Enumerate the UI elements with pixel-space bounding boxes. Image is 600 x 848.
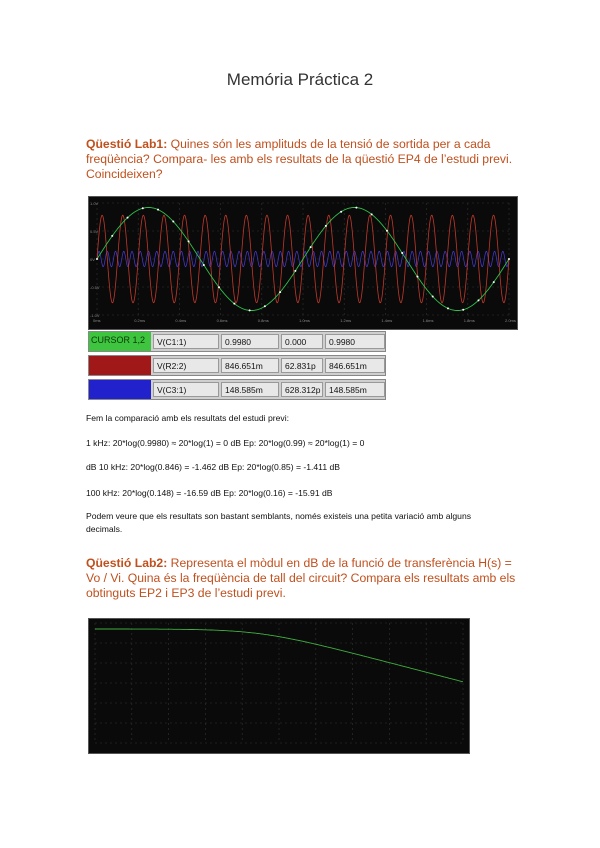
trace-marker [355,207,357,209]
x-tick-label: 0.2ms [134,318,146,323]
transient-plot [88,196,518,330]
trace-marker [508,258,510,260]
cursor-value-1: 148.585m [221,382,279,397]
x-tick-label: 1.4ms [381,318,393,323]
x-tick-label: 0ms [93,318,101,323]
trace-marker [249,309,251,311]
question-lab1-text: Quines són les amplituds de la tensió de sortida per a cada freqüència? Compara- les amb els resultats de la qüestió EP4 de l’estudi previ. Coincideixen? [86,137,513,181]
cursor-value-2: 62.831p [281,358,323,373]
trace-marker [340,211,342,213]
trace-marker [294,270,296,272]
y-tick-label: 0V [90,257,95,262]
cursor-row-1 [88,331,386,352]
cursor-row-3 [88,379,386,400]
x-tick-label: 1.0ms [299,318,310,323]
cursor-signal: V(C3:1) [153,382,219,397]
trace-marker [447,307,449,309]
trace-marker [203,264,205,266]
question-lab2-label: Qüestió Lab2: [86,556,168,570]
trace-marker [371,213,373,215]
trace-marker [325,225,327,227]
trace-marker [218,286,220,288]
question-lab2 [86,556,526,601]
trace-marker [111,235,113,237]
bode-plot-svg [89,619,469,753]
trace-marker [386,230,388,232]
page-title: Memória Práctica 2 [226,70,374,89]
bode-plot [88,618,470,754]
question-lab2-text: Representa el mòdul en dB de la funció de transferència H(s) = Vo / Vi. Quina és la freqüència de tall del circuit? Compara els resultats amb els obtinguts EP2 i EP3 de l’estudi previ. [86,556,516,600]
cursor-swatch-blue [89,380,151,399]
cursor-row-2 [88,355,386,376]
x-tick-label: 1.6ms [422,318,434,323]
trace-marker [142,207,144,209]
cursor-value-3: 0.9980 [325,334,385,349]
cursor-value-1: 846.651m [221,358,279,373]
cursor-table [88,331,386,403]
question-lab1-label: Qüestió Lab1: [86,137,168,151]
trace-marker [477,299,479,301]
question-lab1 [86,137,526,182]
trace-marker [462,309,464,311]
trace-marker [279,291,281,293]
cursor-value-1: 0.9980 [221,334,279,349]
comparison-line-10khz: dB 10 kHz: 20*log(0.846) = -1.462 dB Ep: 20*log(0.85) = -1.411 dB [86,462,340,472]
trace-marker [96,258,98,260]
cursor-value-3: 148.585m [325,382,385,397]
x-tick-label: 0.4ms [175,318,187,323]
cursor-value-2: 628.312p [281,382,323,397]
x-tick-label: 2.0ms [505,318,516,323]
cursor-signal: V(C1:1) [153,334,219,349]
trace-marker [172,221,174,223]
trace-marker [264,305,266,307]
trace-marker [127,217,129,219]
trace-marker [157,209,159,211]
x-tick-label: 1.8ms [463,318,475,323]
comparison-line-100khz: 100 kHz: 20*log(0.148) = -16.59 dB Ep: 20*log(0.16) = -15.91 dB [86,488,333,498]
cursor-signal: V(R2:2) [153,358,219,373]
cursor-value-3: 846.651m [325,358,385,373]
y-tick-label: 1.0V [90,201,99,206]
y-tick-label: -1.0V [90,313,100,318]
trace-marker [493,281,495,283]
trace-marker [432,295,434,297]
trace-marker [188,240,190,242]
comparison-line-1khz: 1 kHz: 20*log(0.9980) ≈ 20*log(1) = 0 dB Ep: 20*log(0.99) ≈ 20*log(1) = 0 [86,438,365,448]
comparison-intro: Fem la comparació amb els resultats del estudi previ: [86,413,289,423]
x-tick-label: 0.8ms [257,318,269,323]
x-tick-label: 1.2ms [340,318,352,323]
trace-marker [233,303,235,305]
y-tick-label: 0.5V [90,229,99,234]
cursor-value-2: 0.000 [281,334,323,349]
x-tick-label: 0.6ms [216,318,228,323]
transient-plot-svg [89,197,517,329]
comparison-conclusion: Podem veure que els resultats son bastant semblants, només existeis una petita variació amb alguns decimals. [86,511,472,534]
trace-marker [401,252,403,254]
trace-marker [310,246,312,248]
y-tick-label: -0.5V [90,285,100,290]
cursor-swatch-red [89,356,151,375]
trace-marker [416,276,418,278]
cursor-label: CURSOR 1,2 [91,335,146,345]
